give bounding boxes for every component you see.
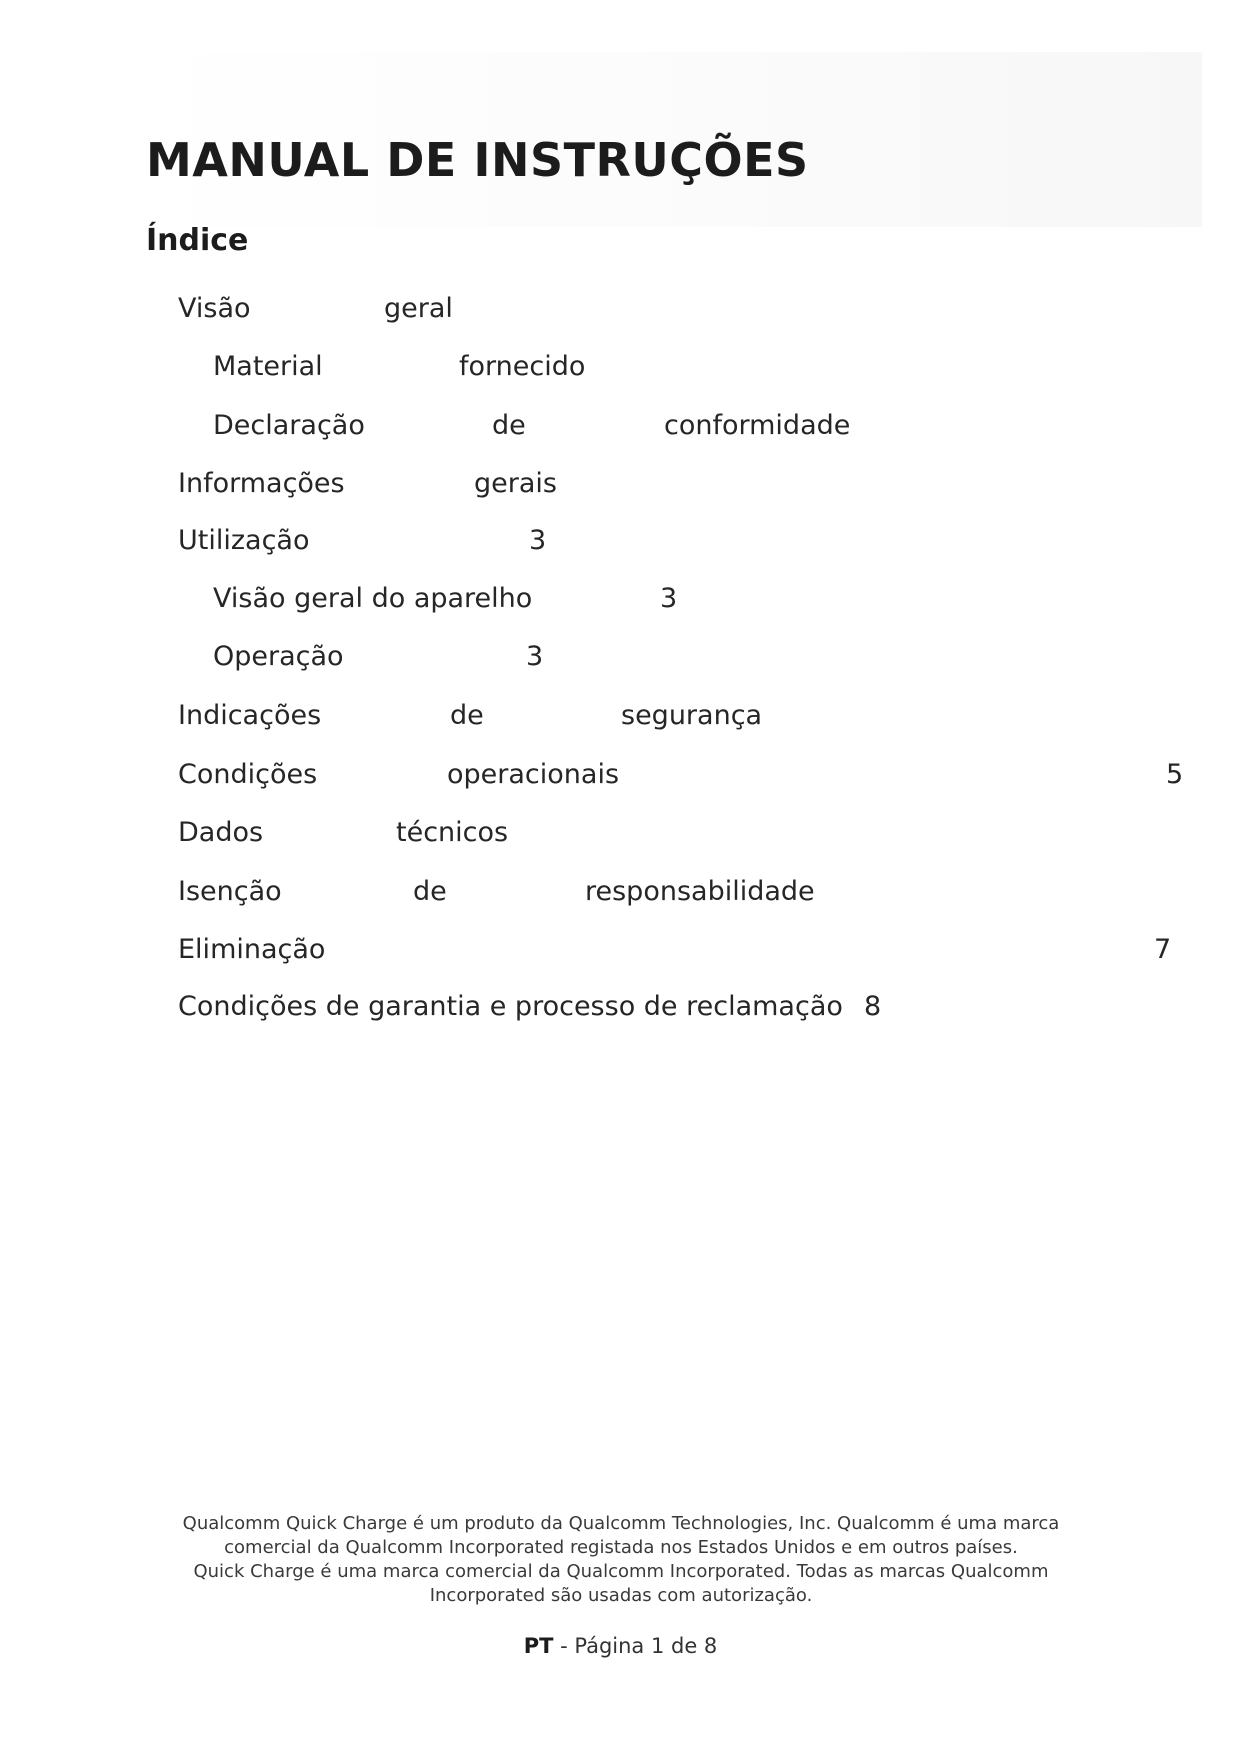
toc-entry-word: Utilização bbox=[178, 525, 310, 556]
toc-entry-word: de bbox=[492, 410, 526, 441]
toc-entry-word: operacionais bbox=[447, 759, 620, 790]
toc-entry-indicacoes-seguranca[interactable] bbox=[0, 696, 1241, 736]
toc-page-number: 5 bbox=[1166, 759, 1184, 790]
toc-page-number: 7 bbox=[1154, 934, 1172, 965]
language-code: PT bbox=[523, 1634, 554, 1658]
toc-entry-word: Declaração bbox=[213, 410, 365, 441]
trademark-line: Quick Charge é uma marca comercial da Qualcomm Incorporated. Todas as marcas Qualcomm bbox=[193, 1561, 1049, 1582]
toc-entry-word: Eliminação bbox=[178, 934, 326, 965]
toc-entry-operacao[interactable] bbox=[0, 637, 1241, 677]
toc-entry-word: conformidade bbox=[664, 410, 851, 441]
toc-entry-word: Material bbox=[213, 351, 323, 382]
toc-entry-dados-tecnicos[interactable] bbox=[0, 813, 1241, 853]
toc-entry-word: Operação bbox=[213, 641, 344, 672]
toc-entry-word: de bbox=[450, 700, 484, 731]
toc-entry-word: responsabilidade bbox=[585, 876, 815, 907]
toc-entry-isencao-responsabilidade[interactable] bbox=[0, 872, 1241, 912]
toc-page-number: 3 bbox=[660, 583, 678, 614]
toc-entry-word: gerais bbox=[474, 468, 557, 499]
toc-entry-informacoes-gerais[interactable] bbox=[0, 464, 1241, 504]
toc-entry-word: Informações bbox=[178, 468, 345, 499]
trademark-line: comercial da Qualcomm Incorporated registada nos Estados Unidos e em outros países. bbox=[224, 1537, 1018, 1558]
trademark-notice bbox=[160, 1512, 1082, 1608]
toc-entry-visao-geral-aparelho[interactable] bbox=[0, 579, 1241, 619]
toc-entry-utilizacao[interactable] bbox=[0, 521, 1241, 561]
trademark-line: Incorporated são usadas com autorização. bbox=[429, 1585, 813, 1606]
toc-entry-word: Isenção bbox=[178, 876, 282, 907]
toc-entry-declaracao-conformidade[interactable] bbox=[0, 406, 1241, 446]
toc-entry-word: Dados bbox=[178, 817, 264, 848]
page-number-label: - Página 1 de 8 bbox=[560, 1634, 718, 1658]
toc-entry-word: de bbox=[413, 876, 447, 907]
toc-page-number: 8 bbox=[864, 991, 882, 1022]
toc-entry-material-fornecido[interactable] bbox=[0, 347, 1241, 387]
toc-entry-word: geral bbox=[384, 293, 453, 324]
page-footer bbox=[0, 1634, 1241, 1658]
toc-entry-visao-geral[interactable] bbox=[0, 289, 1241, 329]
toc-entry-eliminacao[interactable] bbox=[0, 930, 1241, 970]
toc-entry-word: técnicos bbox=[396, 817, 509, 848]
trademark-line: Qualcomm Quick Charge é um produto da Qualcomm Technologies, Inc. Qualcomm é uma marca bbox=[182, 1513, 1060, 1534]
toc-entry-word: Condições bbox=[178, 759, 318, 790]
toc-heading: Índice bbox=[146, 223, 249, 258]
toc-entry-condicoes-operacionais[interactable] bbox=[0, 755, 1241, 795]
toc-entry-word: Indicações bbox=[178, 700, 322, 731]
toc-entry-condicoes-garantia[interactable] bbox=[0, 987, 1241, 1027]
toc-entry-word: Condições de garantia e processo de reclamação bbox=[178, 991, 843, 1022]
toc-entry-word: segurança bbox=[621, 700, 763, 731]
toc-entry-word: fornecido bbox=[459, 351, 586, 382]
toc-entry-word: Visão bbox=[178, 293, 251, 324]
document-title: MANUAL DE INSTRUÇÕES bbox=[146, 133, 809, 187]
toc-entry-word: Visão geral do aparelho bbox=[213, 583, 533, 614]
toc-page-number: 3 bbox=[526, 641, 544, 672]
toc-page-number: 3 bbox=[529, 525, 547, 556]
